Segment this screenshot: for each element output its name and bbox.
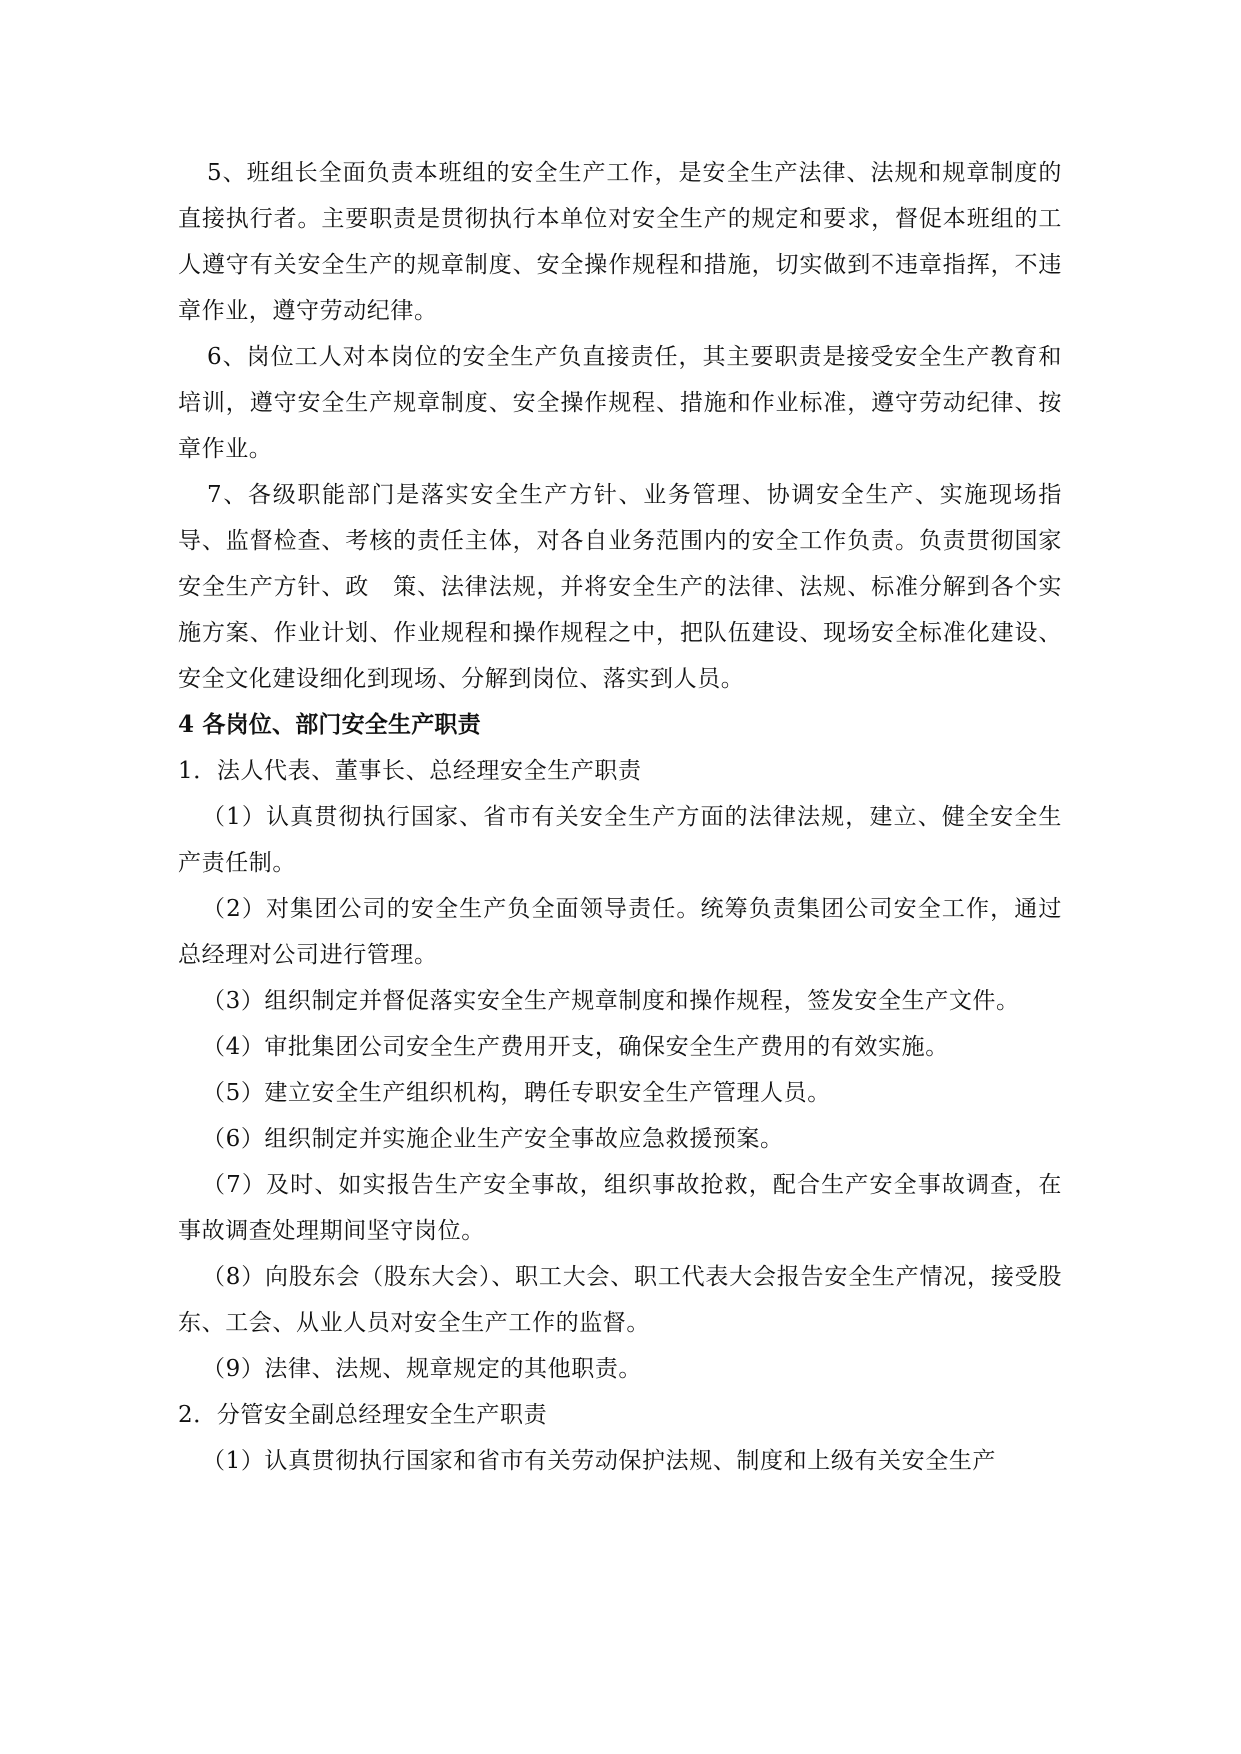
- paragraph-functional-departments: 7、各级职能部门是落实安全生产方针、业务管理、协调安全生产、实施现场指导、监督检查、考核的责任主体，对各自业务范围内的安全工作负责。负责贯彻国家安全生产方针、政 策、法律法规，并将安全生产的法律、法规、标准分解到各个实施方案、作业计划、作业规程和操作规程之中，把队伍建设、现场安全标准化建设、安全文化建设细化到现场、分解到岗位、落实到人员。: [178, 482, 1062, 692]
- paragraph-post-worker: 6、岗位工人对本岗位的安全生产负直接责任，其主要职责是接受安全生产教育和培训，遵守安全生产规章制度、安全操作规程、措施和作业标准，遵守劳动纪律、按章作业。: [178, 344, 1062, 462]
- sub-heading-legal-representative: 1．法人代表、董事长、总经理安全生产职责: [178, 758, 642, 784]
- list-item: （9）法律、法规、规章规定的其他职责。: [202, 1356, 643, 1382]
- list-item: （2）对集团公司的安全生产负全面领导责任。统筹负责集团公司安全工作，通过总经理对公司进行管理。: [178, 896, 1062, 968]
- list-item: （6）组织制定并实施企业生产安全事故应急救援预案。: [202, 1126, 784, 1152]
- document-page: [178, 150, 1062, 1484]
- list-item: （1）认真贯彻执行国家、省市有关安全生产方面的法律法规，建立、健全安全生产责任制。: [178, 804, 1062, 876]
- list-item: （7）及时、如实报告生产安全事故，组织事故抢救，配合生产安全事故调查，在事故调查处理期间坚守岗位。: [178, 1172, 1062, 1244]
- list-item: （1）认真贯彻执行国家和省市有关劳动保护法规、制度和上级有关安全生产: [202, 1448, 997, 1474]
- list-item: （4）审批集团公司安全生产费用开支，确保安全生产费用的有效实施。: [202, 1034, 949, 1060]
- sub-heading-deputy-general-manager: 2．分管安全副总经理安全生产职责: [178, 1402, 548, 1428]
- list-item: （5）建立安全生产组织机构，聘任专职安全生产管理人员。: [202, 1080, 831, 1106]
- section-heading: 4 各岗位、部门安全生产职责: [178, 711, 481, 738]
- list-item: （8）向股东会（股东大会）、职工大会、职工代表大会报告安全生产情况，接受股东、工会、从业人员对安全生产工作的监督。: [178, 1264, 1062, 1336]
- list-item: （3）组织制定并督促落实安全生产规章制度和操作规程，签发安全生产文件。: [202, 988, 1020, 1014]
- paragraph-team-leader: 5、班组长全面负责本班组的安全生产工作，是安全生产法律、法规和规章制度的直接执行者。主要职责是贯彻执行本单位对安全生产的规定和要求，督促本班组的工人遵守有关安全生产的规章制度、安全操作规程和措施，切实做到不违章指挥，不违章作业，遵守劳动纪律。: [178, 160, 1062, 324]
